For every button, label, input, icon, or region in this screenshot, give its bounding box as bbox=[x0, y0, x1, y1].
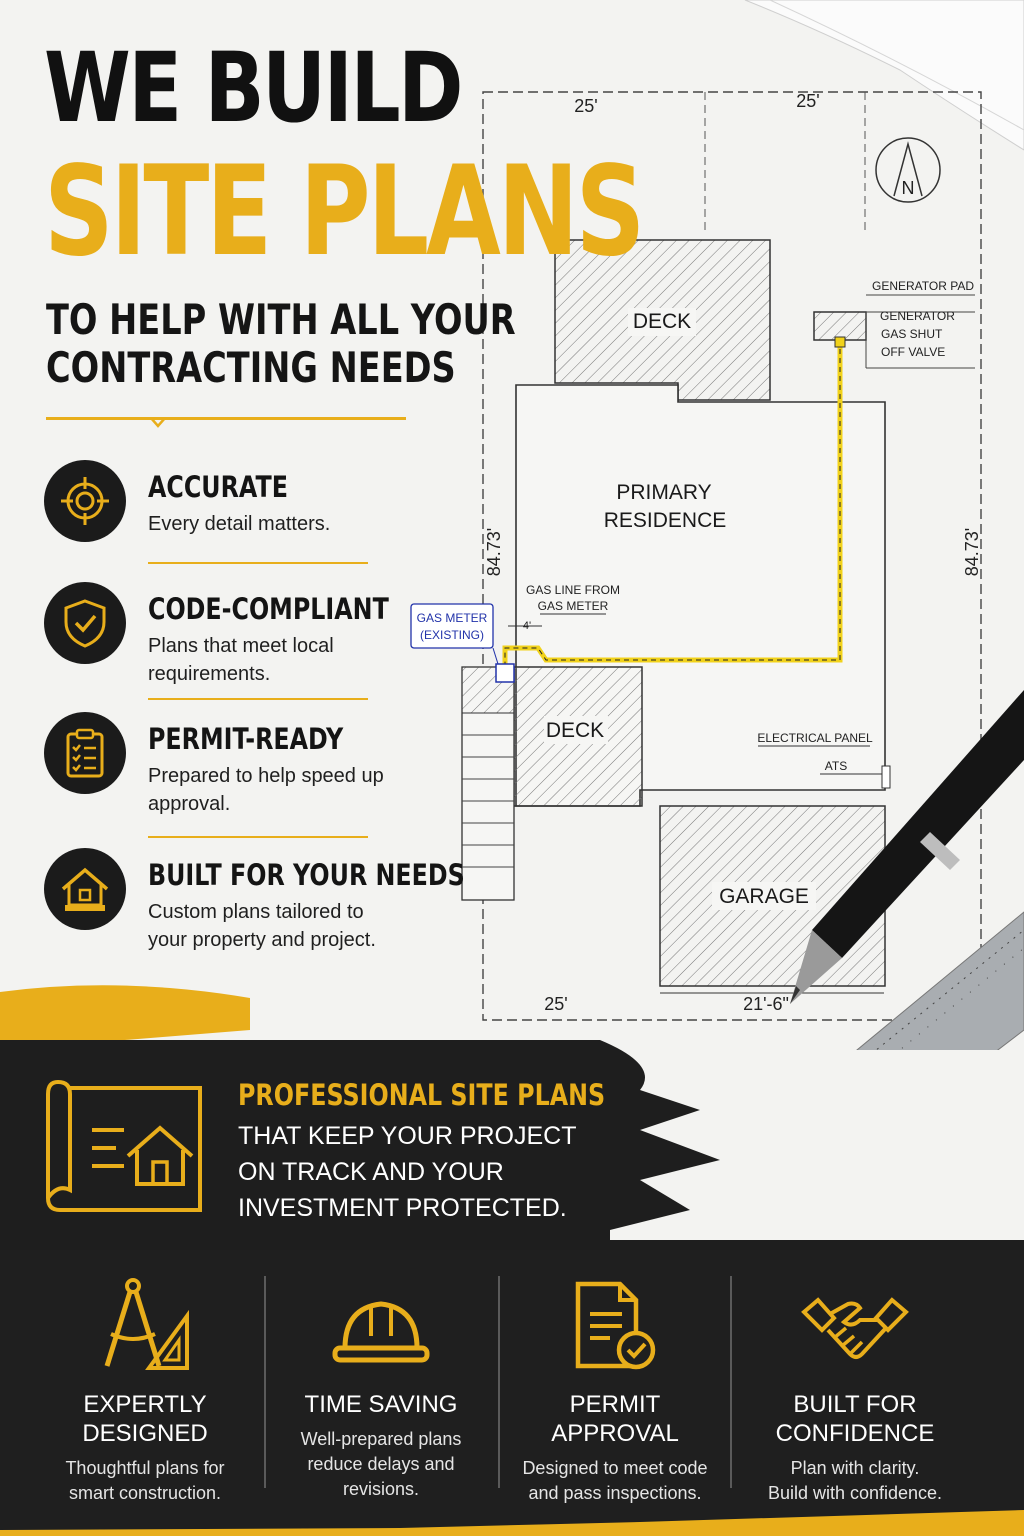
north-arrow-icon bbox=[876, 138, 940, 202]
feature-title: PERMIT-READY bbox=[148, 722, 344, 756]
feature-divider bbox=[148, 836, 368, 838]
generator-valve-label-3: OFF VALVE bbox=[881, 345, 946, 359]
benefit-title-2: APPROVAL bbox=[551, 1420, 679, 1447]
benefit-title-1: PERMIT bbox=[569, 1391, 661, 1418]
feature-desc: Custom plans tailored to your property and project. bbox=[148, 901, 376, 951]
north-label: N bbox=[901, 178, 915, 198]
dim-right: 84.73' bbox=[962, 527, 982, 577]
feature-code-compliant bbox=[44, 582, 404, 692]
benefit-title-1: EXPERTLY bbox=[83, 1391, 207, 1418]
benefit-desc-3: revisions. bbox=[342, 1479, 420, 1499]
benefit-desc-2: smart construction. bbox=[68, 1483, 222, 1503]
gas-line-label-2: GAS METER bbox=[537, 599, 609, 613]
paper-roll bbox=[745, 0, 1024, 150]
generator-pad-label: GENERATOR PAD bbox=[871, 279, 975, 293]
benefit-desc-1: Designed to meet code bbox=[522, 1458, 708, 1478]
benefit-built-for-confidence bbox=[740, 1272, 970, 1506]
dim-small: 4' bbox=[522, 620, 532, 632]
dim-bottom-right: 21'-6" bbox=[743, 994, 789, 1014]
promo-line2: THAT KEEP YOUR PROJECT bbox=[238, 1122, 577, 1150]
benefit-title-1: BUILT FOR bbox=[793, 1391, 917, 1418]
dim-top-left: 25' bbox=[574, 96, 598, 116]
shield-check-icon bbox=[44, 582, 126, 664]
generator-pad bbox=[814, 312, 866, 340]
feature-accurate bbox=[44, 460, 404, 570]
ats-box bbox=[882, 766, 890, 788]
blueprint-house-icon bbox=[44, 1072, 204, 1216]
house-icon bbox=[44, 848, 126, 930]
dim-left: 84.73' bbox=[484, 527, 504, 577]
benefit-expertly-designed bbox=[30, 1272, 260, 1506]
divider-chevron-icon bbox=[150, 418, 166, 434]
residence-label-1: PRIMARY bbox=[616, 481, 712, 504]
feature-desc: Prepared to help speed up approval. bbox=[148, 765, 384, 815]
gas-meter-symbol bbox=[496, 664, 514, 682]
feature-desc: Every detail matters. bbox=[148, 513, 331, 535]
hard-hat-icon bbox=[266, 1272, 496, 1372]
benefit-desc-1: Plan with clarity. bbox=[790, 1458, 920, 1478]
headline-subtitle bbox=[46, 296, 516, 392]
headline-line2: SITE PLANS bbox=[44, 140, 643, 284]
promo-body bbox=[238, 1118, 577, 1226]
bottom-accent-stripe bbox=[0, 1508, 1024, 1536]
deck-bottom-label: DECK bbox=[545, 719, 605, 742]
headline-sub-line1: TO HELP WITH ALL YOUR bbox=[46, 295, 516, 344]
benefit-title-2: DESIGNED bbox=[82, 1420, 208, 1447]
gas-line-label-1: GAS LINE FROM bbox=[525, 583, 621, 597]
garage-label: GARAGE bbox=[719, 885, 809, 908]
feature-divider bbox=[148, 562, 368, 564]
feature-title: CODE-COMPLIANT bbox=[148, 592, 389, 626]
headline-line1: WE BUILD bbox=[44, 32, 462, 144]
ats-label: ATS bbox=[824, 759, 848, 773]
feature-built-for-needs bbox=[44, 848, 465, 958]
feature-divider bbox=[148, 698, 368, 700]
feature-title: BUILT FOR YOUR NEEDS bbox=[148, 858, 465, 892]
promo-line3: ON TRACK AND YOUR bbox=[238, 1158, 504, 1186]
dim-bottom-left: 25' bbox=[544, 994, 568, 1014]
clipboard-checklist-icon bbox=[44, 712, 126, 794]
electrical-panel-label: ELECTRICAL PANEL bbox=[757, 731, 873, 745]
column-divider bbox=[730, 1276, 732, 1488]
benefit-permit-approval bbox=[500, 1272, 730, 1506]
benefit-desc-2: Build with confidence. bbox=[767, 1483, 943, 1503]
feature-permit-ready bbox=[44, 712, 404, 822]
document-check-icon bbox=[500, 1272, 730, 1372]
compass-triangle-icon bbox=[30, 1272, 260, 1372]
headline-divider bbox=[46, 417, 406, 420]
promo-line4: INVESTMENT PROTECTED. bbox=[238, 1194, 567, 1222]
benefit-title-1: TIME SAVING bbox=[304, 1391, 458, 1418]
benefit-desc-1: Well-prepared plans bbox=[300, 1429, 462, 1449]
residence-label-2: RESIDENCE bbox=[603, 509, 727, 532]
deck-top-label: DECK bbox=[632, 310, 692, 333]
gas-meter-label-2: (EXISTING) bbox=[419, 628, 485, 642]
generator-valve-label-1: GENERATOR bbox=[880, 309, 955, 323]
dim-top-right: 25' bbox=[796, 91, 820, 111]
feature-title: ACCURATE bbox=[148, 470, 288, 504]
generator-valve-label-2: GAS SHUT bbox=[881, 327, 943, 341]
target-icon bbox=[44, 460, 126, 542]
benefit-desc-2: and pass inspections. bbox=[528, 1483, 702, 1503]
feature-desc: Plans that meet local requirements. bbox=[148, 635, 334, 685]
handshake-icon bbox=[740, 1272, 970, 1372]
gas-meter-label-1: GAS METER bbox=[416, 611, 488, 625]
benefit-desc-2: reduce delays and bbox=[307, 1454, 455, 1474]
benefit-desc-1: Thoughtful plans for bbox=[65, 1458, 225, 1478]
stairs bbox=[462, 667, 514, 900]
promo-title: PROFESSIONAL SITE PLANS bbox=[238, 1078, 606, 1112]
benefit-title-2: CONFIDENCE bbox=[775, 1420, 935, 1447]
headline-sub-line2: CONTRACTING NEEDS bbox=[46, 343, 456, 392]
benefit-time-saving bbox=[266, 1272, 496, 1502]
